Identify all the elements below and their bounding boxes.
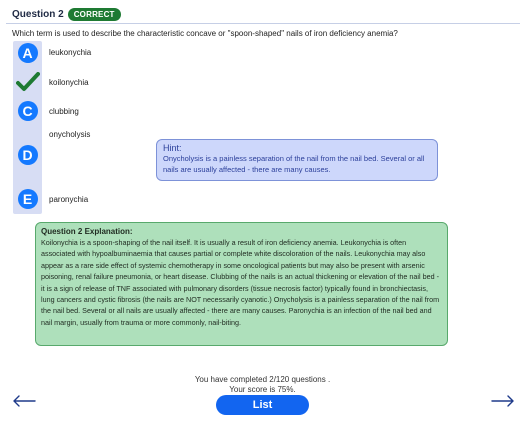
- option-e-label[interactable]: paronychia: [49, 195, 89, 204]
- explanation-text: Koilonychia is a spoon-shaping of the nail itself. It is usually a result of iron deficiency anemia. Leukonychia is often associated with hypoalbuminaemia that causes partial or complete white discoloration of the nails. Leukonychia may also appear as a rare side effect of systemic chemotherapy in some oncological patients but may also be present with arsenic poisoning, renal failure pneumonia, or heart disease. Clubbing of the nails is an actual thickening or elevation of the nail bed - it is a sign of release of TNF associated with pulmonary disorders (tissue necrosis factor) typically found in bronchiectasis, lung cancers and cystic fibrosis (the nails are NOT necessarily cyanotic.) Onycholysis is a painless separation of the nail from the nail bed. Several or all nails are usually affected - there are many causes. Paronychia is an infection of the nail bed and nail margin, usually from trauma or more commonly, nail-biting.: [41, 238, 440, 327]
- option-c[interactable]: [13, 101, 42, 121]
- option-a[interactable]: [13, 43, 42, 63]
- question-text: Which term is used to describe the characteristic concave or "spoon-shaped" nails of iron deficiency anemia?: [12, 29, 398, 38]
- score-status: Your score is 75%.: [229, 385, 296, 394]
- option-e-letter-icon: E: [18, 189, 38, 209]
- option-b[interactable]: [13, 72, 42, 92]
- explanation-box: [35, 222, 448, 346]
- header-divider: [6, 23, 520, 24]
- completed-status: You have completed 2/120 questions .: [194, 375, 331, 384]
- option-a-label[interactable]: leukonychia: [49, 48, 92, 57]
- option-c-label[interactable]: clubbing: [49, 107, 79, 116]
- list-button[interactable]: List: [216, 395, 309, 415]
- question-title: Question 2: [12, 9, 64, 20]
- option-d-letter-icon: D: [18, 145, 38, 165]
- option-c-letter-icon: C: [18, 101, 38, 121]
- checkmark-icon: [16, 72, 40, 92]
- explanation-title: Question 2 Explanation:: [41, 227, 133, 236]
- option-d-label[interactable]: onycholysis: [49, 130, 91, 139]
- question-header: [12, 8, 121, 21]
- hint-box: [156, 139, 438, 181]
- hint-text: Onycholysis is a painless separation of the nail from the nail bed. Several or all nails are usually affected - there are many causes.: [163, 154, 425, 174]
- option-d[interactable]: [13, 145, 42, 165]
- hint-title: Hint:: [163, 143, 182, 153]
- arrow-left-icon[interactable]: [11, 394, 37, 408]
- arrow-right-icon[interactable]: [490, 394, 516, 408]
- correct-badge: CORRECT: [68, 8, 121, 21]
- option-a-letter-icon: A: [18, 43, 38, 63]
- option-b-label[interactable]: koilonychia: [49, 78, 89, 87]
- option-e[interactable]: [13, 189, 42, 209]
